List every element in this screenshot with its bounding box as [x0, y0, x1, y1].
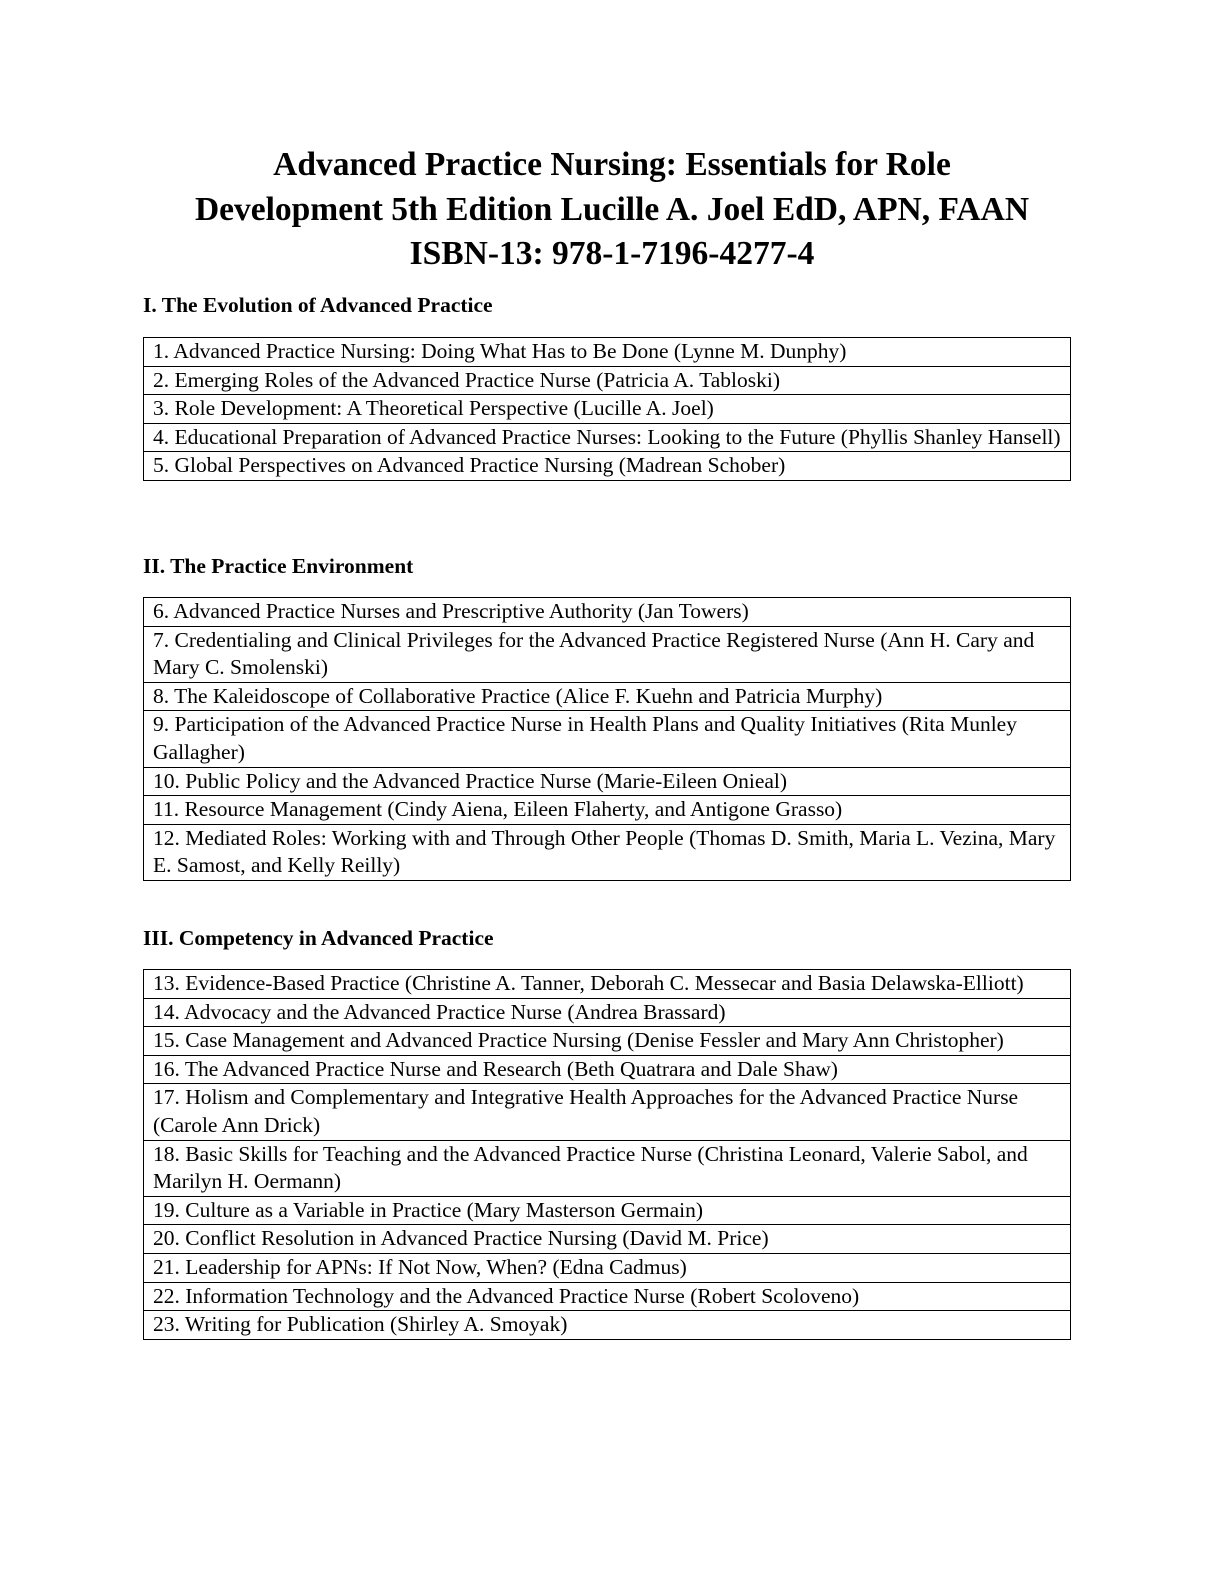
chapter-7: 7. Credentialing and Clinical Privileges for the Advanced Practice Registered Nurse (Ann H. Cary and Mary C. Smolenski): [144, 626, 1071, 682]
document-title: [100, 143, 1124, 277]
chapter-2: 2. Emerging Roles of the Advanced Practice Nurse (Patricia A. Tabloski): [144, 366, 1071, 395]
title-line-1: Advanced Practice Nursing: Essentials for Role: [273, 146, 951, 183]
chapter-18: 18. Basic Skills for Teaching and the Advanced Practice Nurse (Christina Leonard, Valerie Sabol, and Marilyn H. Oermann): [144, 1140, 1071, 1196]
section-heading-1: I. The Evolution of Advanced Practice: [143, 293, 493, 317]
chapter-8: 8. The Kaleidoscope of Collaborative Practice (Alice F. Kuehn and Patricia Murphy): [144, 682, 1071, 711]
title-line-2: Development 5th Edition Lucille A. Joel EdD, APN, FAAN: [194, 190, 1030, 228]
chapter-17: 17. Holism and Complementary and Integrative Health Approaches for the Advanced Practice Nurse (Carole Ann Drick): [144, 1084, 1071, 1140]
chapter-15: 15. Case Management and Advanced Practice Nursing (Denise Fessler and Mary Ann Christopher): [144, 1027, 1071, 1056]
chapter-5: 5. Global Perspectives on Advanced Practice Nursing (Madrean Schober): [144, 452, 1071, 481]
section-heading-3: III. Competency in Advanced Practice: [143, 926, 494, 950]
chapter-11: 11. Resource Management (Cindy Aiena, Eileen Flaherty, and Antigone Grasso): [144, 796, 1071, 825]
title-line-3: ISBN-13: 978-1-7196-4277-4: [409, 235, 815, 272]
chapter-19: 19. Culture as a Variable in Practice (Mary Masterson Germain): [144, 1196, 1071, 1225]
chapter-16: 16. The Advanced Practice Nurse and Research (Beth Quatrara and Dale Shaw): [144, 1055, 1071, 1084]
chapter-20: 20. Conflict Resolution in Advanced Practice Nursing (David M. Price): [144, 1225, 1071, 1254]
chapter-13: 13. Evidence-Based Practice (Christine A. Tanner, Deborah C. Messecar and Basia Delawska-Elliott): [144, 970, 1071, 999]
chapter-table-1: [143, 337, 1071, 481]
chapter-10: 10. Public Policy and the Advanced Practice Nurse (Marie-Eileen Onieal): [144, 767, 1071, 796]
chapter-4: 4. Educational Preparation of Advanced Practice Nurses: Looking to the Future (Phyllis Shanley Hansell): [144, 423, 1071, 452]
chapter-21: 21. Leadership for APNs: If Not Now, When? (Edna Cadmus): [144, 1253, 1071, 1282]
chapter-9: 9. Participation of the Advanced Practice Nurse in Health Plans and Quality Initiatives (Rita Munley Gallagher): [144, 711, 1071, 767]
section-heading-2: II. The Practice Environment: [143, 554, 414, 578]
chapter-3: 3. Role Development: A Theoretical Perspective (Lucille A. Joel): [144, 395, 1071, 424]
chapter-14: 14. Advocacy and the Advanced Practice Nurse (Andrea Brassard): [144, 998, 1071, 1027]
chapter-6: 6. Advanced Practice Nurses and Prescriptive Authority (Jan Towers): [144, 598, 1071, 627]
chapter-1: 1. Advanced Practice Nursing: Doing What Has to Be Done (Lynne M. Dunphy): [144, 338, 1071, 367]
chapter-23: 23. Writing for Publication (Shirley A. Smoyak): [144, 1311, 1071, 1340]
chapter-table-3: [143, 969, 1071, 1340]
chapter-table-2: [143, 597, 1071, 881]
chapter-22: 22. Information Technology and the Advanced Practice Nurse (Robert Scoloveno): [144, 1282, 1071, 1311]
chapter-12: 12. Mediated Roles: Working with and Through Other People (Thomas D. Smith, Maria L. Vezina, Mary E. Samost, and Kelly Reilly): [144, 824, 1071, 880]
